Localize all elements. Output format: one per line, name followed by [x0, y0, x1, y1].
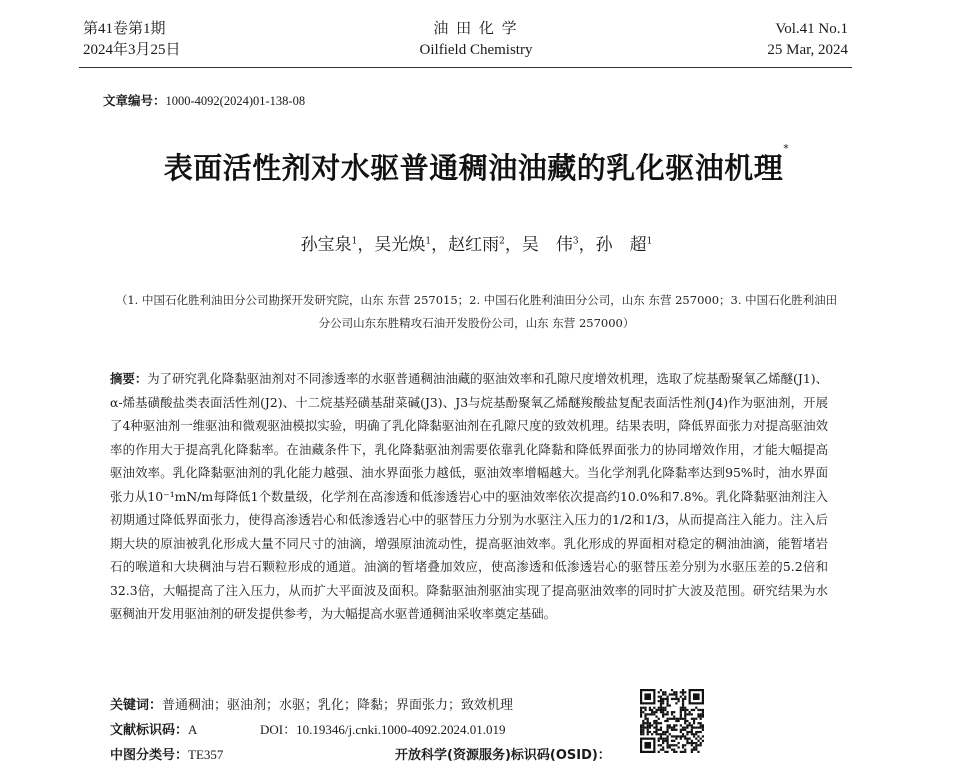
author-affiliation-mark: 1 — [351, 236, 358, 247]
author-affiliation-mark: 3 — [572, 236, 579, 247]
author-affiliation-mark: 1 — [646, 236, 653, 247]
date-cn: 2024年3月25日 — [83, 42, 181, 58]
date-en: 25 Mar, 2024 — [767, 42, 848, 58]
abstract-text: 为了研究乳化降黏驱油剂对不同渗透率的水驱普通稠油油藏的驱油效率和孔隙尺度增效机理，选取了烷基酚聚氧乙烯醚(J1)、α-烯基磺酸盐类表面活性剂(J2)、十二烷基羟磺基甜菜碱(J3)、J3与烷基酚聚氧乙烯醚羧酸盐复配表面活性剂(J4)作为驱油剂，开展了4种驱油剂一维驱油和微观驱油模拟实验，明确了乳化降黏驱油剂在孔隙尺度的致效机理。结果表明，降低界面张力对提高驱油效率的作用大于提高乳化降黏率。在油藏条件下，乳化降黏驱油剂需要依靠乳化降黏和降低界面张力的协同增效作用，才能大幅提高驱油效率。乳化降黏驱油剂的乳化能力越强、油水界面张力越低，驱油效率增幅越大。当化学剂乳化降黏率达到95%时，油水界面张力从10⁻¹mN/m每降低1个数量级，化学剂在高渗透和低渗透岩心中的驱油效率依次提高约10.0%和7.8%。乳化降黏驱油剂注入初期通过降低界面张力，使得高渗透岩心和低渗透岩心中的驱替压力分别为水驱注入压力的1/2和1/3，从而提高注入能力。注入后期大块的原油被乳化形成大量不同尺寸的油滴，增强原油流动性，提高驱油效率。乳化形成的界面相对稳定的稠油油滴，能暂堵岩石的喉道和大块稠油与岩石颗粒形成的通道。油滴的暂堵叠加效应，使高渗透和低渗透岩心的驱替压差分别为水驱压差的5.2倍和32.3倍，大幅提高了注入压力，从而扩大平面波及面积。降黏驱油剂驱油实现了提高驱油效率的同时扩大波及范围。研究结果为水驱稠油开发用驱油剂的研发提供参考，为大幅提高水驱普通稠油采收率奠定基础。 — [110, 371, 828, 621]
article-number-value: 1000-4092(2024)01-138-08 — [165, 94, 306, 108]
doi-value: 10.19346/j.cnki.1000-4092.2024.01.019 — [296, 722, 506, 737]
paper-title-block — [0, 142, 953, 187]
affiliation-line-2: 分公司山东东胜精攻石油开发股份公司，山东 东营 257000） — [318, 316, 635, 330]
article-number-label: 文章编号： — [103, 93, 166, 108]
osid-label: 开放科学(资源服务)标识码(OSID)： — [395, 748, 611, 763]
author-affiliation-mark: 2 — [499, 236, 505, 247]
qr-code-icon[interactable] — [640, 689, 704, 753]
author-separator: ， — [578, 235, 596, 255]
document-code — [110, 719, 197, 738]
author — [448, 235, 505, 255]
abstract — [110, 367, 828, 626]
title-footnote-mark: * — [783, 142, 790, 155]
author — [301, 235, 358, 255]
author-separator: ， — [504, 235, 522, 255]
document-code-value: A — [188, 722, 198, 737]
author — [374, 235, 431, 255]
paper-title: 表面活性剂对水驱普通稠油油藏的乳化驱油机理 — [163, 151, 784, 185]
author-affiliation-mark: 1 — [425, 236, 432, 247]
abstract-label: 摘要： — [110, 371, 148, 386]
clc-number — [110, 744, 223, 763]
doi-label: DOI： — [260, 722, 297, 737]
volume-issue-cn: 第41卷第1期 — [83, 21, 166, 37]
author-name: 孙 超 — [595, 235, 647, 255]
author-separator: ， — [431, 235, 449, 255]
volume-issue-en: Vol.41 No.1 — [775, 21, 848, 37]
author-list — [0, 230, 953, 255]
keywords-value: 普通稠油；驱油剂；水驱；乳化；降黏；界面张力；致效机理 — [162, 698, 514, 713]
author-name: 吴光焕 — [374, 235, 426, 255]
journal-title-cn: 油 田 化 学 — [433, 21, 519, 37]
author-name: 赵红雨 — [448, 235, 500, 255]
keywords-label: 关键词： — [110, 698, 163, 713]
clc-value: TE357 — [188, 747, 224, 762]
header-rule — [79, 67, 852, 68]
doi — [260, 719, 506, 738]
author — [596, 235, 653, 255]
author-name: 吴 伟 — [521, 235, 573, 255]
osid — [395, 744, 611, 763]
keywords — [110, 694, 513, 713]
clc-label: 中图分类号： — [110, 748, 189, 763]
author — [522, 235, 579, 255]
author-separator: ， — [357, 235, 375, 255]
document-code-label: 文献标识码： — [110, 723, 189, 738]
affiliation-line-1: （1. 中国石化胜利油田分公司勘探开发研究院，山东 东营 257015；2. 中国石化胜利油田分公司，山东 东营 257000；3. 中国石化胜利油田 — [115, 293, 838, 307]
article-number — [103, 91, 305, 109]
journal-title-en: Oilfield Chemistry — [419, 42, 533, 58]
author-name: 孙宝泉 — [300, 235, 352, 255]
